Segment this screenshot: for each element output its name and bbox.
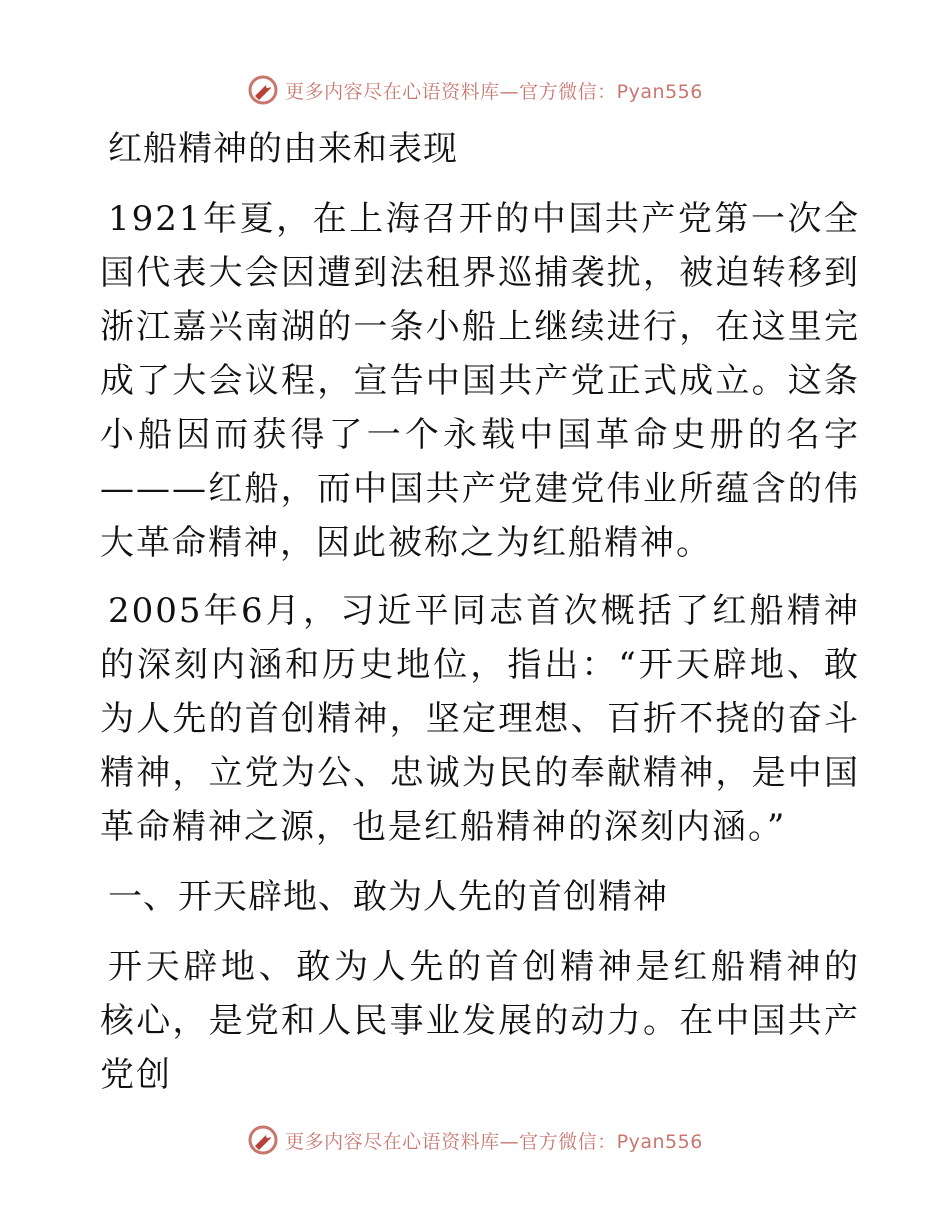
pen-nib-logo-icon xyxy=(247,1124,279,1156)
watermark-text: 更多内容尽在心语资料库—官方微信：Pyan556 xyxy=(285,1130,703,1153)
pen-nib-logo-icon xyxy=(247,74,279,106)
watermark-text: 更多内容尽在心语资料库—官方微信：Pyan556 xyxy=(285,80,703,103)
section-heading: 一、开天辟地、敢为人先的首创精神 xyxy=(108,877,668,917)
paragraph-origin: 1921年夏，在上海召开的中国共产党第一次全国代表大会因遭到法租界巡捕袭扰，被迫转移到浙江嘉兴南湖的一条小船上继续进行，在这里完成了大会议程，宣告中国共产党正式成立。这条小船因而获得了一个永载中国革命史册的名字———红船，而中国共产党建党伟业所蕴含的伟大革命精神，因此被称之为红船精神。 xyxy=(100,199,860,563)
document-body xyxy=(100,120,860,1116)
watermark-footer xyxy=(0,1120,950,1160)
document-title: 红船精神的由来和表现 xyxy=(108,129,458,169)
paragraph-definition: 2005年6月，习近平同志首次概括了红船精神的深刻内涵和历史地位，指出：“开天辟地、敢为人先的首创精神，坚定理想、百折不挠的奋斗精神，立党为公、忠诚为民的奉献精神，是中国革命精神之源，也是红船精神的深刻内涵。” xyxy=(100,591,860,847)
watermark-header xyxy=(0,70,950,110)
section-paragraph: 开天辟地、敢为人先的首创精神是红船精神的核心，是党和人民事业发展的动力。在中国共产党创 xyxy=(100,947,860,1095)
